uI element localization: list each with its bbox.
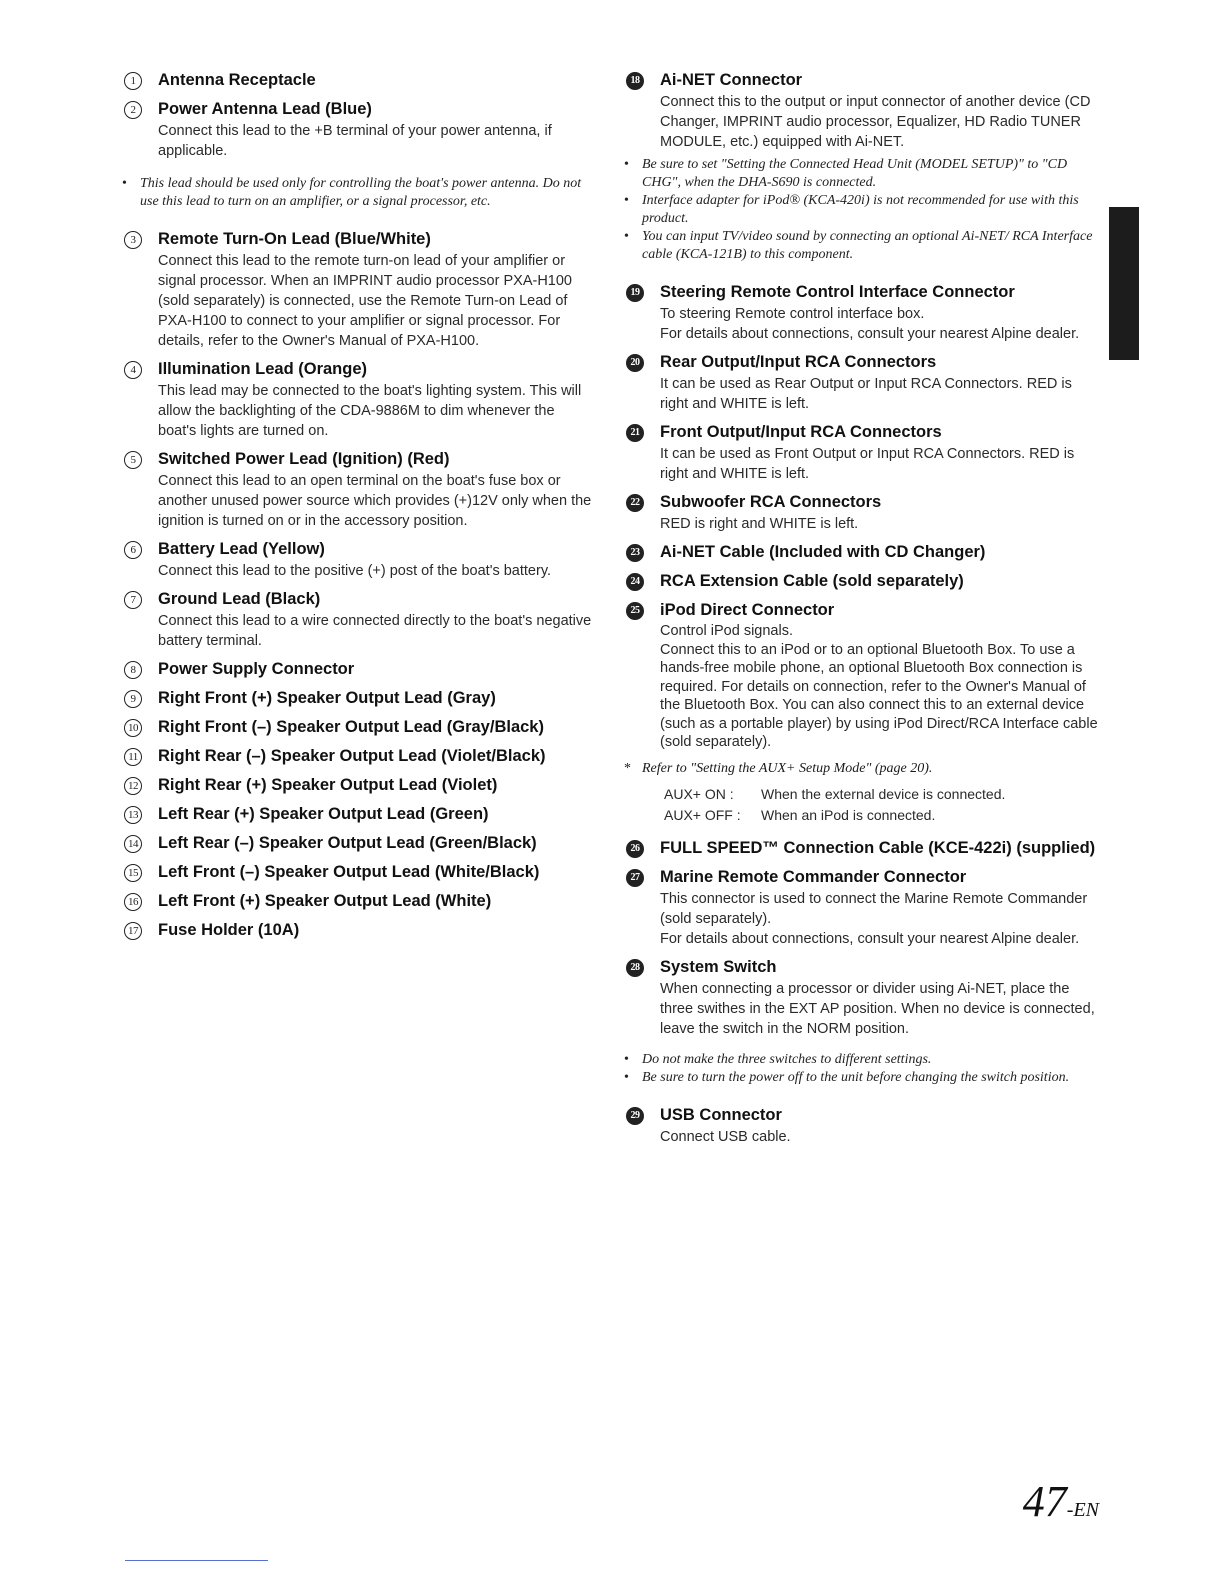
number-badge: 26 — [626, 840, 644, 858]
note: • This lead should be used only for controlling the boat's power antenna. Do not use this lead to turn on an amplifier, or a signal processor, etc. — [122, 175, 592, 211]
number-badge: 5 — [124, 451, 142, 469]
item-title: Illumination Lead (Orange) — [158, 360, 368, 378]
number-badge: 8 — [124, 661, 142, 679]
item-16 — [122, 891, 592, 912]
note: • Interface adapter for iPod® (KCA-420i) is not recommended for use with this product. — [624, 192, 1099, 228]
item-17 — [122, 920, 592, 941]
item-24 — [624, 571, 1099, 592]
number-badge: 9 — [124, 690, 142, 708]
item-body: It can be used as Front Output or Input RCA Connectors. RED is right and WHITE is left. — [660, 446, 1075, 482]
number-badge: 4 — [124, 361, 142, 379]
item-title: Ai-NET Cable (Included with CD Changer) — [660, 543, 986, 561]
item-title: iPod Direct Connector — [660, 601, 835, 619]
item-title: Right Front (–) Speaker Output Lead (Gray/Black) — [158, 718, 544, 736]
item-22 — [624, 492, 1099, 534]
page-number-value: 47 — [1022, 1477, 1067, 1526]
item-body: When connecting a processor or divider using Ai-NET, place the three swithes in the EXT AP position. When no device is connected, leave the switch in the NORM position. — [660, 980, 1095, 1037]
item-title: Ai-NET Connector — [660, 71, 803, 89]
aux-table — [624, 784, 1099, 826]
item-title: RCA Extension Cable (sold separately) — [660, 572, 964, 590]
item-body: Connect this lead to the +B terminal of your power antenna, if applicable. — [158, 123, 552, 159]
item-3 — [122, 229, 592, 351]
item-title: Remote Turn-On Lead (Blue/White) — [158, 230, 431, 248]
item-7 — [122, 589, 592, 651]
note-list — [624, 156, 1099, 264]
aux-key: AUX+ OFF : — [664, 806, 741, 823]
number-badge: 21 — [626, 424, 644, 442]
number-badge: 10 — [124, 719, 142, 737]
number-badge: 27 — [626, 869, 644, 887]
item-title: Front Output/Input RCA Connectors — [660, 423, 942, 441]
number-badge: 16 — [124, 893, 142, 911]
item-title: Right Rear (–) Speaker Output Lead (Violet/Black) — [158, 747, 546, 765]
item-body: This lead may be connected to the boat's lighting system. This will allow the backlighting of the CDA-9886M to dim whenever the boat's lights are turned on. — [158, 383, 582, 439]
item-body: Connect USB cable. — [660, 1128, 791, 1145]
aux-row — [664, 784, 1099, 805]
item-20 — [624, 352, 1099, 414]
number-badge: 15 — [124, 864, 142, 882]
item-28 — [624, 957, 1099, 1039]
number-badge: 2 — [124, 101, 142, 119]
number-badge: 18 — [626, 72, 644, 90]
item-13 — [122, 804, 592, 825]
aux-row — [664, 805, 1099, 826]
item-26 — [624, 838, 1099, 859]
item-title: USB Connector — [660, 1105, 782, 1124]
item-title: Ground Lead (Black) — [158, 590, 321, 608]
note-list — [122, 175, 592, 211]
number-badge: 22 — [626, 494, 644, 512]
note-list — [624, 1051, 1099, 1087]
item-title: Rear Output/Input RCA Connectors — [660, 353, 937, 371]
item-body: To steering Remote control interface box. For details about connections, consult your nearest Alpine dealer. — [660, 306, 1080, 342]
item-4 — [122, 359, 592, 441]
number-badge: 25 — [626, 602, 644, 620]
number-badge: 29 — [626, 1107, 644, 1125]
note: • Do not make the three switches to different settings. — [624, 1051, 1099, 1069]
number-badge: 19 — [626, 284, 644, 302]
item-27 — [624, 867, 1099, 949]
aux-value: When an iPod is connected. — [761, 806, 936, 823]
number-badge: 14 — [124, 835, 142, 853]
item-body: RED is right and WHITE is left. — [660, 516, 859, 532]
number-badge: 28 — [626, 959, 644, 977]
item-5 — [122, 449, 592, 531]
item-2 — [122, 99, 592, 161]
page-language-suffix: -EN — [1066, 1499, 1099, 1521]
item-title: Antenna Receptacle — [158, 71, 316, 89]
item-title: Right Rear (+) Speaker Output Lead (Violet) — [158, 776, 498, 794]
right-column — [624, 70, 1099, 1155]
aux-key: AUX+ ON : — [664, 785, 734, 802]
item-8 — [122, 659, 592, 680]
item-title: Left Rear (–) Speaker Output Lead (Green/Black) — [158, 834, 537, 852]
item-body: Connect this to the output or input connector of another device (CD Changer, IMPRINT audio processor, Equalizer, HD Radio TUNER MODULE, etc.) equipped with Ai-NET. — [660, 94, 1091, 150]
number-badge: 6 — [124, 541, 142, 559]
left-column — [122, 70, 592, 949]
item-title: Left Front (–) Speaker Output Lead (White/Black) — [158, 863, 540, 881]
number-badge: 17 — [124, 922, 142, 940]
item-body: It can be used as Rear Output or Input RCA Connectors. RED is right and WHITE is left. — [660, 376, 1072, 412]
item-title: Fuse Holder (10A) — [158, 921, 300, 939]
item-18 — [624, 70, 1099, 152]
item-12 — [122, 775, 592, 796]
item-body: Connect this lead to a wire connected directly to the boat's negative battery terminal. — [158, 613, 592, 649]
item-title: Steering Remote Control Interface Connector — [660, 283, 1015, 301]
item-title: FULL SPEED™ Connection Cable (KCE-422i) (supplied) — [660, 838, 1096, 857]
item-title: Power Antenna Lead (Blue) — [158, 100, 372, 118]
item-title: Marine Remote Commander Connector — [660, 867, 967, 886]
item-19 — [624, 282, 1099, 344]
item-body: This connector is used to connect the Marine Remote Commander (sold separately). For details about connections, consult your nearest Alpine dealer. — [660, 890, 1088, 947]
page-number — [1023, 1476, 1099, 1527]
item-25 — [624, 600, 1099, 752]
item-body: Connect this lead to an open terminal on the boat's fuse box or another unused power source which provides (+)12V only when the ignition is turned on or in the accessory position. — [158, 473, 592, 529]
item-title: Right Front (+) Speaker Output Lead (Gray) — [158, 689, 496, 707]
note: • Be sure to turn the power off to the unit before changing the switch position. — [624, 1069, 1099, 1087]
number-badge: 20 — [626, 354, 644, 372]
item-15 — [122, 862, 592, 883]
number-badge: 13 — [124, 806, 142, 824]
note: • Be sure to set "Setting the Connected Head Unit (MODEL SETUP)" to "CD CHG", when the DHA-S690 is connected. — [624, 156, 1099, 192]
item-14 — [122, 833, 592, 854]
item-10 — [122, 717, 592, 738]
section-tab — [1109, 207, 1139, 360]
number-badge: 7 — [124, 591, 142, 609]
aux-value: When the external device is connected. — [761, 785, 1006, 802]
item-6 — [122, 539, 592, 581]
aux-reference: * Refer to "Setting the AUX+ Setup Mode" (page 20). — [624, 760, 1099, 778]
bottom-rule — [125, 1560, 268, 1561]
item-23 — [624, 542, 1099, 563]
item-title: Subwoofer RCA Connectors — [660, 493, 882, 511]
item-title: System Switch — [660, 957, 777, 976]
item-title: Battery Lead (Yellow) — [158, 540, 325, 558]
note: • You can input TV/video sound by connecting an optional Ai-NET/ RCA Interface cable (KCA-121B) to this component. — [624, 228, 1099, 264]
number-badge: 23 — [626, 544, 644, 562]
number-badge: 3 — [124, 231, 142, 249]
number-badge: 12 — [124, 777, 142, 795]
item-11 — [122, 746, 592, 767]
item-title: Left Rear (+) Speaker Output Lead (Green) — [158, 805, 489, 823]
number-badge: 1 — [124, 72, 142, 90]
item-29 — [624, 1105, 1099, 1147]
item-body: Connect this lead to the remote turn-on lead of your amplifier or signal processor. When an IMPRINT audio processor PXA-H100 (sold separately) is connected, use the Remote Turn-on Lead of PXA-H100 to connect to your amplifier or signal processor. For details, refer to the Owner's Manual of PXA-H100. — [158, 253, 572, 349]
item-title: Left Front (+) Speaker Output Lead (White) — [158, 892, 492, 910]
item-title: Power Supply Connector — [158, 660, 355, 678]
item-title: Switched Power Lead (Ignition) (Red) — [158, 450, 450, 468]
item-body: Connect this lead to the positive (+) post of the boat's battery. — [158, 563, 552, 579]
item-21 — [624, 422, 1099, 484]
item-body: Control iPod signals. Connect this to an iPod or to an optional Bluetooth Box. To use a hands-free mobile phone, an optional Bluetooth Box connection is required. For details on connection, refer to the Owner's Manual of the Bluetooth Box. You can also connect this to an external device (such as a portable player) by using iPod Direct/RCA Interface cable (sold separately). — [660, 623, 1098, 750]
item-9 — [122, 688, 592, 709]
number-badge: 11 — [124, 748, 142, 766]
number-badge: 24 — [626, 573, 644, 591]
item-1 — [122, 70, 592, 91]
